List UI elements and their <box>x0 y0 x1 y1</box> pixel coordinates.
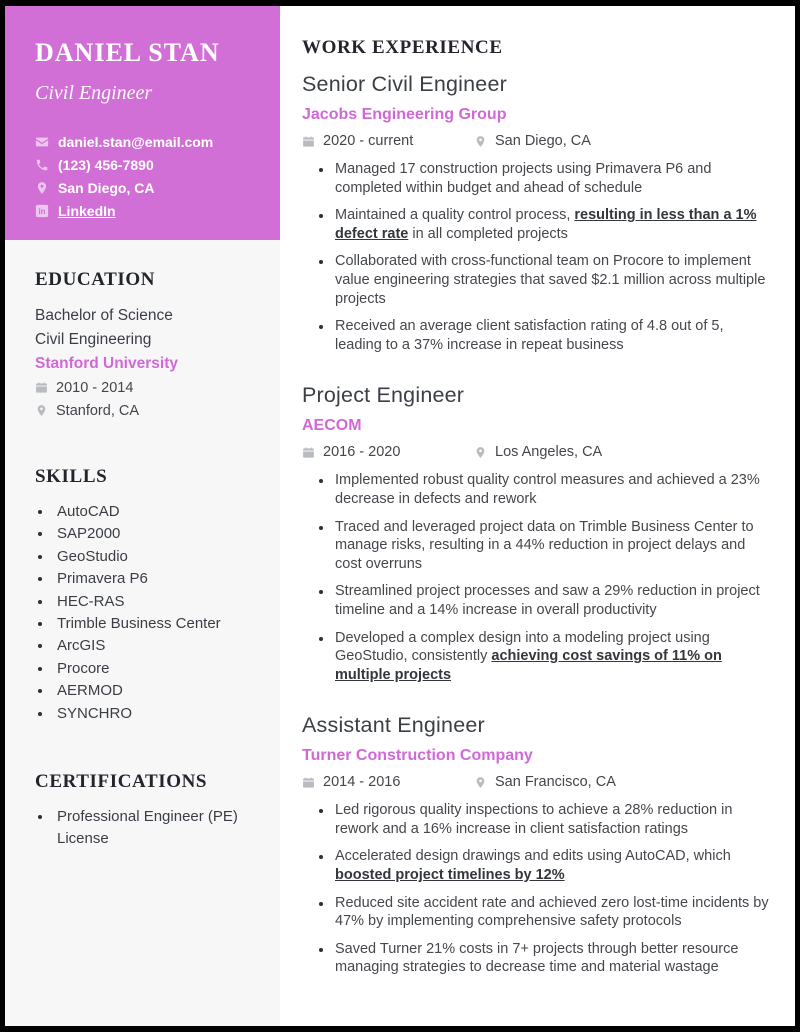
bullet-item: • Led rigorous quality inspections to achieve a 28% reduction in rework and a 16% increase in client satisfaction ratings <box>333 801 769 838</box>
bullet-item: • Traced and leveraged project data on Trimble Business Center to manage risks, resulting in a 44% reduction in project delays and cost overruns <box>333 518 769 574</box>
job-meta <box>302 774 769 790</box>
linkedin-icon <box>35 204 49 218</box>
company-name: Jacobs Engineering Group <box>302 106 507 123</box>
skill-item: • Primavera P6 <box>53 568 260 590</box>
education-degree: Bachelor of Science <box>35 307 173 324</box>
email-icon <box>35 135 49 149</box>
calendar-icon <box>35 381 48 394</box>
job-section <box>302 383 769 684</box>
bullet-item: • Received an average client satisfaction rating of 4.8 out of 5, leading to a 37% increase in repeat business <box>333 317 769 354</box>
main-column <box>280 6 795 1026</box>
bullet-item: • Implemented robust quality control measures and achieved a 23% decrease in defects and rework <box>333 471 769 508</box>
job-dates: 2020 - current <box>323 133 414 149</box>
skill-item: • SAP2000 <box>53 523 260 545</box>
bullet-item: • Saved Turner 21% costs in 7+ projects through better resource managing strategies to decrease time and material wastage <box>333 940 769 977</box>
job-title: Assistant Engineer <box>302 713 485 738</box>
bullet-item: • Managed 17 construction projects using Primavera P6 and completed within budget and ahead of schedule <box>333 160 769 197</box>
contact-link[interactable]: LinkedIn <box>58 202 116 219</box>
sidebar <box>5 6 280 1026</box>
certification-item: • Professional Engineer (PE) License <box>53 806 260 851</box>
bullet-item: • Developed a complex design into a modeling project using GeoStudio, consistently achieving cost savings of 11% on multiple projects <box>333 629 769 685</box>
skill-item: • Procore <box>53 658 260 680</box>
skill-item: • HEC-RAS <box>53 591 260 613</box>
job-dates-group <box>302 444 474 460</box>
resume-document <box>5 6 795 1026</box>
contact-label: San Diego, CA <box>58 179 155 196</box>
education-dates: 2010 - 2014 <box>56 379 134 396</box>
bullet-item: • Reduced site accident rate and achieved zero lost-time incidents by 47% by implementing comprehensive safety protocols <box>333 894 769 931</box>
skill-item: • AERMOD <box>53 680 260 702</box>
job-dates-group <box>302 774 474 790</box>
svg-text:in: in <box>38 206 46 216</box>
job-dates-group <box>302 133 474 149</box>
company-name: Turner Construction Company <box>302 747 533 765</box>
job-dates: 2016 - 2020 <box>323 444 401 461</box>
contact-label: daniel.stan@email.com <box>58 133 214 150</box>
skills-list <box>35 501 260 725</box>
education-dates-row <box>35 376 260 399</box>
skill-item: • Trimble Business Center <box>53 613 260 635</box>
location-pin-icon <box>35 181 49 195</box>
contact-label: (123) 456-7890 <box>58 156 154 173</box>
bullet-item: • Maintained a quality control process, resulting in less than a 1% defect rate in all completed projects <box>333 206 769 243</box>
jobs-container <box>302 72 769 977</box>
job-location: San Diego, CA <box>495 133 591 149</box>
education-field: Civil Engineering <box>35 331 152 348</box>
bullet-list <box>302 801 769 977</box>
education-location: Stanford, CA <box>56 402 140 419</box>
sidebar-header <box>5 6 280 240</box>
location-pin-icon <box>474 135 487 148</box>
skill-item: • ArcGIS <box>53 635 260 657</box>
bullet-item: • Collaborated with cross-functional team on Procore to implement value engineering strategies that saved $2.1 million across multiple projects <box>333 252 769 308</box>
bullet-list <box>302 160 769 354</box>
contact-row <box>35 199 256 222</box>
job-meta <box>302 444 769 460</box>
highlighted-text: achieving cost savings of 11% on multiple projects <box>335 648 722 683</box>
job-location-group <box>474 444 602 460</box>
certifications-list <box>35 806 260 851</box>
certifications-heading: CERTIFICATIONS <box>35 771 208 793</box>
location-pin-icon <box>35 404 48 417</box>
highlighted-text: boosted project timelines by 12% <box>335 867 565 884</box>
job-dates: 2014 - 2016 <box>323 774 401 791</box>
bullet-list <box>302 471 769 684</box>
education-school: Stanford University <box>35 355 178 372</box>
job-title: Senior Civil Engineer <box>302 72 507 96</box>
job-section <box>302 713 769 977</box>
education-heading: EDUCATION <box>35 269 156 290</box>
job-location: San Francisco, CA <box>495 774 616 791</box>
bullet-item: • Streamlined project processes and saw a 29% reduction in project timeline and a 14% increase in overall productivity <box>333 582 769 619</box>
job-meta <box>302 133 769 149</box>
contact-row <box>35 130 256 153</box>
work-experience-heading: WORK EXPERIENCE <box>302 37 503 58</box>
company-name: AECOM <box>302 417 362 435</box>
phone-icon <box>35 158 49 172</box>
job-location-group <box>474 133 591 149</box>
person-job-title: Civil Engineer <box>35 82 153 104</box>
bullet-item: • Accelerated design drawings and edits using AutoCAD, which boosted project timelines by 12% <box>333 847 769 884</box>
education-location-row <box>35 399 260 422</box>
skill-item: • SYNCHRO <box>53 703 260 725</box>
contact-row <box>35 153 256 176</box>
job-location-group <box>474 774 616 790</box>
job-location: Los Angeles, CA <box>495 444 603 461</box>
job-section <box>302 72 769 354</box>
job-title: Project Engineer <box>302 383 465 408</box>
calendar-icon <box>302 776 315 789</box>
contact-row <box>35 176 256 199</box>
skill-item: • GeoStudio <box>53 546 260 568</box>
location-pin-icon <box>474 446 487 459</box>
person-name: DANIEL STAN <box>35 38 220 67</box>
calendar-icon <box>302 446 315 459</box>
calendar-icon <box>302 135 315 148</box>
skill-item: • AutoCAD <box>53 501 260 523</box>
skills-heading: SKILLS <box>35 466 108 487</box>
sidebar-body <box>5 240 280 851</box>
highlighted-text: resulting in less than a 1% defect rate <box>335 207 757 242</box>
contact-list <box>35 130 256 222</box>
location-pin-icon <box>474 776 487 789</box>
